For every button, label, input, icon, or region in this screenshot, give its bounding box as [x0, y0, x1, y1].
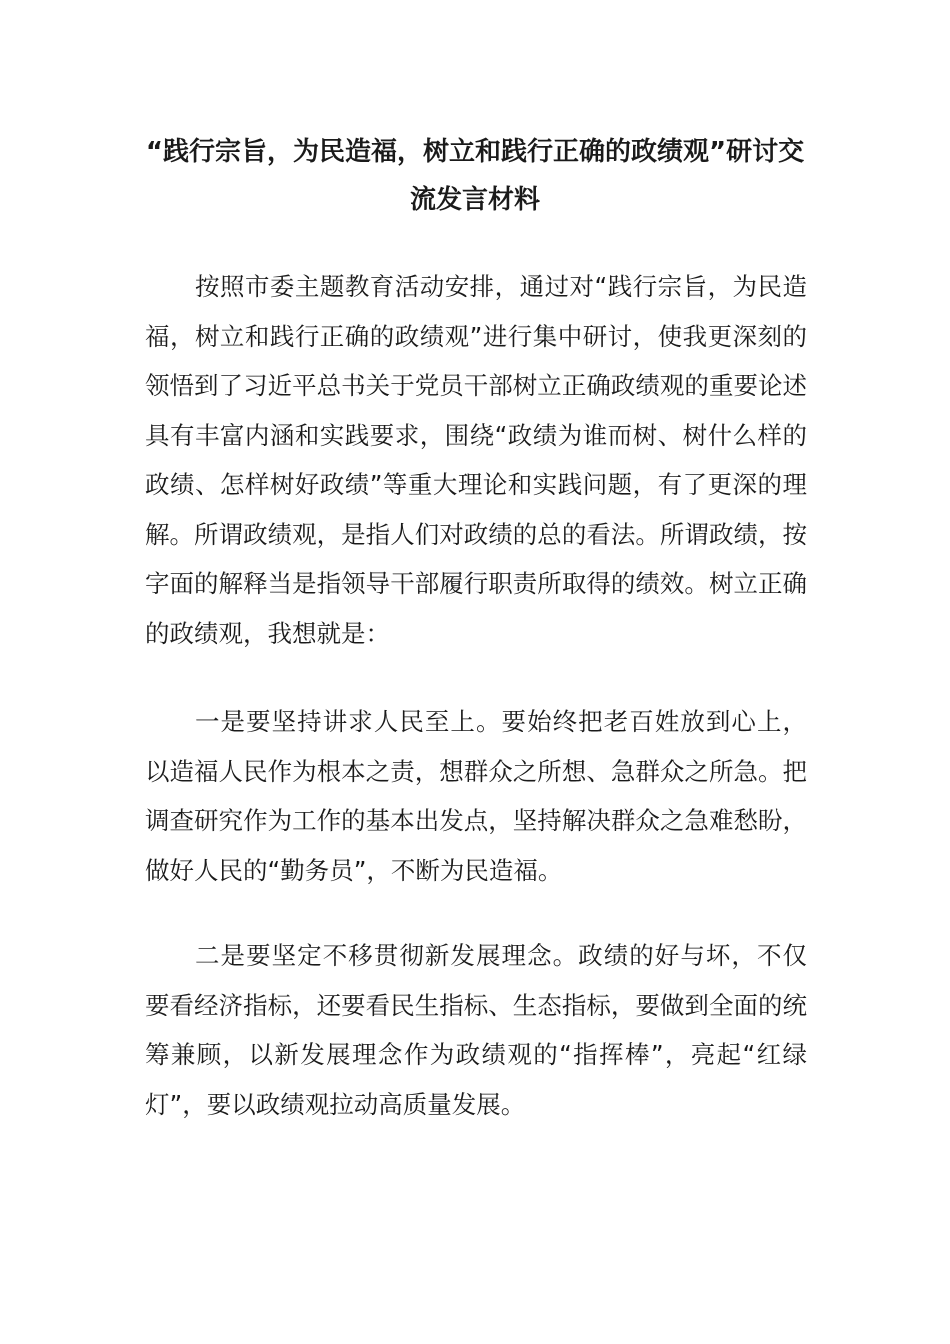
paragraph-point-two: 二是要坚定不移贯彻新发展理念。政绩的好与坏，不仅要看经济指标，还要看民生指标、生态指标，要做到全面的统筹兼顾，以新发展理念作为政绩观的“指挥棒”，亮起“红绿灯”，要以政绩观拉动高质量发展。: [145, 941, 807, 1119]
document-title: “践行宗旨，为民造福，树立和践行正确的政绩观”研讨交流发言材料: [145, 137, 805, 215]
paragraph-intro: 按照市委主题教育活动安排，通过对“践行宗旨，为民造福，树立和践行正确的政绩观”进行集中研讨，使我更深刻的领悟到了习近平总书关于党员干部树立正确政绩观的重要论述具有丰富内涵和实践要求，围绕“政绩为谁而树、树什么样的政绩、怎样树好政绩”等重大理论和实践问题，有了更深的理解。所谓政绩观，是指人们对政绩的总的看法。所谓政绩，按字面的解释当是指领导干部履行职责所取得的绩效。树立正确的政绩观，我想就是：: [145, 272, 807, 648]
paragraph-point-one: 一是要坚持讲求人民至上。要始终把老百姓放到心上，以造福人民作为根本之责，想群众之所想、急群众之所急。把调查研究作为工作的基本出发点，坚持解决群众之急难愁盼，做好人民的“勤务员”，不断为民造福。: [145, 707, 807, 885]
